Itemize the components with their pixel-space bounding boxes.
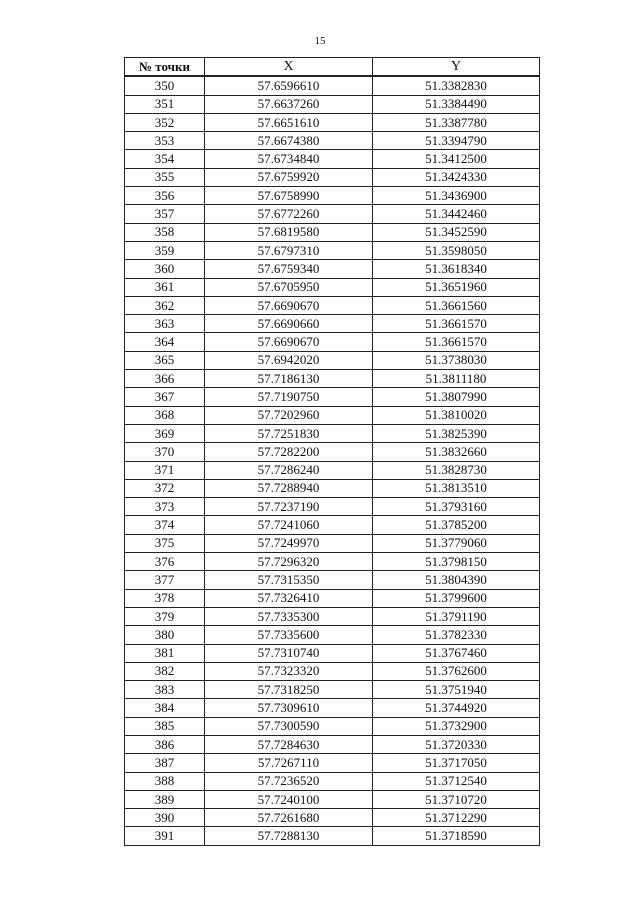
y-cell: 51.3791190	[373, 607, 540, 625]
table-row	[125, 296, 540, 314]
y-cell: 51.3798150	[373, 553, 540, 571]
table-row	[125, 772, 540, 790]
x-cell: 57.7249970	[205, 534, 373, 552]
x-cell: 57.7309610	[205, 699, 373, 717]
point-number-cell: 381	[125, 644, 205, 662]
table-row	[125, 644, 540, 662]
y-cell: 51.3825390	[373, 424, 540, 442]
x-cell: 57.6690660	[205, 315, 373, 333]
point-number-cell: 378	[125, 589, 205, 607]
x-cell: 57.7186130	[205, 370, 373, 388]
table-row	[125, 205, 540, 223]
point-number-cell: 362	[125, 296, 205, 314]
y-cell: 51.3738030	[373, 351, 540, 369]
point-number-cell: 373	[125, 498, 205, 516]
y-cell: 51.3832660	[373, 443, 540, 461]
table-row	[125, 534, 540, 552]
y-cell: 51.3799600	[373, 589, 540, 607]
table-row	[125, 479, 540, 497]
y-cell: 51.3710720	[373, 790, 540, 808]
point-number-cell: 359	[125, 241, 205, 259]
table-row	[125, 809, 540, 827]
point-number-cell: 383	[125, 681, 205, 699]
table-row	[125, 333, 540, 351]
header-x: X	[205, 58, 373, 77]
point-number-cell: 388	[125, 772, 205, 790]
y-cell: 51.3732900	[373, 717, 540, 735]
x-cell: 57.6674380	[205, 132, 373, 150]
y-cell: 51.3424330	[373, 168, 540, 186]
point-number-cell: 366	[125, 370, 205, 388]
point-number-cell: 387	[125, 754, 205, 772]
point-number-cell: 351	[125, 95, 205, 113]
point-number-cell: 353	[125, 132, 205, 150]
x-cell: 57.6651610	[205, 113, 373, 131]
x-cell: 57.7318250	[205, 681, 373, 699]
point-number-cell: 377	[125, 571, 205, 589]
header-y: Y	[373, 58, 540, 77]
y-cell: 51.3810020	[373, 406, 540, 424]
x-cell: 57.7282200	[205, 443, 373, 461]
point-number-cell: 384	[125, 699, 205, 717]
x-cell: 57.6705950	[205, 278, 373, 296]
x-cell: 57.6759340	[205, 260, 373, 278]
y-cell: 51.3618340	[373, 260, 540, 278]
table-row	[125, 699, 540, 717]
y-cell: 51.3785200	[373, 516, 540, 534]
y-cell: 51.3762600	[373, 662, 540, 680]
table-row	[125, 278, 540, 296]
table-row	[125, 681, 540, 699]
x-cell: 57.7286240	[205, 461, 373, 479]
table-row	[125, 498, 540, 516]
table-row	[125, 406, 540, 424]
table-row	[125, 132, 540, 150]
x-cell: 57.7261680	[205, 809, 373, 827]
table-row	[125, 388, 540, 406]
y-cell: 51.3718590	[373, 827, 540, 845]
point-number-cell: 350	[125, 76, 205, 95]
table-row	[125, 735, 540, 753]
table-row	[125, 443, 540, 461]
table-row	[125, 76, 540, 95]
table-row	[125, 168, 540, 186]
y-cell: 51.3661570	[373, 315, 540, 333]
table-row	[125, 461, 540, 479]
point-number-cell: 379	[125, 607, 205, 625]
point-number-cell: 369	[125, 424, 205, 442]
table-header-row	[125, 58, 540, 77]
x-cell: 57.6734840	[205, 150, 373, 168]
table-row	[125, 424, 540, 442]
x-cell: 57.7296320	[205, 553, 373, 571]
x-cell: 57.7251830	[205, 424, 373, 442]
y-cell: 51.3384490	[373, 95, 540, 113]
x-cell: 57.7300590	[205, 717, 373, 735]
point-number-cell: 390	[125, 809, 205, 827]
y-cell: 51.3804390	[373, 571, 540, 589]
y-cell: 51.3793160	[373, 498, 540, 516]
x-cell: 57.7237190	[205, 498, 373, 516]
point-number-cell: 368	[125, 406, 205, 424]
x-cell: 57.7335600	[205, 626, 373, 644]
y-cell: 51.3442460	[373, 205, 540, 223]
table-row	[125, 113, 540, 131]
x-cell: 57.6637260	[205, 95, 373, 113]
x-cell: 57.6772260	[205, 205, 373, 223]
point-number-cell: 360	[125, 260, 205, 278]
table-row	[125, 351, 540, 369]
y-cell: 51.3394790	[373, 132, 540, 150]
table-row	[125, 754, 540, 772]
point-number-cell: 364	[125, 333, 205, 351]
x-cell: 57.7202960	[205, 406, 373, 424]
point-number-cell: 376	[125, 553, 205, 571]
point-number-cell: 363	[125, 315, 205, 333]
x-cell: 57.7288130	[205, 827, 373, 845]
header-point-number: № точки	[125, 58, 205, 77]
y-cell: 51.3712290	[373, 809, 540, 827]
x-cell: 57.6596610	[205, 76, 373, 95]
table-row	[125, 571, 540, 589]
table-row	[125, 315, 540, 333]
x-cell: 57.6758990	[205, 187, 373, 205]
x-cell: 57.7240100	[205, 790, 373, 808]
x-cell: 57.7284630	[205, 735, 373, 753]
point-number-cell: 391	[125, 827, 205, 845]
y-cell: 51.3412500	[373, 150, 540, 168]
table-row	[125, 260, 540, 278]
table-row	[125, 223, 540, 241]
point-number-cell: 372	[125, 479, 205, 497]
x-cell: 57.6942020	[205, 351, 373, 369]
point-number-cell: 380	[125, 626, 205, 644]
point-number-cell: 382	[125, 662, 205, 680]
table-body	[125, 76, 540, 845]
table-row	[125, 662, 540, 680]
x-cell: 57.6819580	[205, 223, 373, 241]
table-row	[125, 827, 540, 845]
y-cell: 51.3782330	[373, 626, 540, 644]
table-row	[125, 717, 540, 735]
table-row	[125, 187, 540, 205]
x-cell: 57.6690670	[205, 296, 373, 314]
x-cell: 57.7335300	[205, 607, 373, 625]
x-cell: 57.6759920	[205, 168, 373, 186]
x-cell: 57.6797310	[205, 241, 373, 259]
point-number-cell: 355	[125, 168, 205, 186]
table-row	[125, 553, 540, 571]
y-cell: 51.3751940	[373, 681, 540, 699]
x-cell: 57.7326410	[205, 589, 373, 607]
y-cell: 51.3382830	[373, 76, 540, 95]
table-row	[125, 790, 540, 808]
table-row	[125, 589, 540, 607]
table-row	[125, 150, 540, 168]
y-cell: 51.3744920	[373, 699, 540, 717]
y-cell: 51.3436900	[373, 187, 540, 205]
point-number-cell: 357	[125, 205, 205, 223]
x-cell: 57.7190750	[205, 388, 373, 406]
y-cell: 51.3387780	[373, 113, 540, 131]
y-cell: 51.3717050	[373, 754, 540, 772]
point-number-cell: 352	[125, 113, 205, 131]
point-number-cell: 385	[125, 717, 205, 735]
coordinates-table	[124, 57, 540, 846]
y-cell: 51.3828730	[373, 461, 540, 479]
y-cell: 51.3807990	[373, 388, 540, 406]
point-number-cell: 361	[125, 278, 205, 296]
point-number-cell: 358	[125, 223, 205, 241]
y-cell: 51.3598050	[373, 241, 540, 259]
point-number-cell: 356	[125, 187, 205, 205]
point-number-cell: 354	[125, 150, 205, 168]
x-cell: 57.6690670	[205, 333, 373, 351]
point-number-cell: 389	[125, 790, 205, 808]
x-cell: 57.7315350	[205, 571, 373, 589]
y-cell: 51.3651960	[373, 278, 540, 296]
table-row	[125, 370, 540, 388]
y-cell: 51.3767460	[373, 644, 540, 662]
x-cell: 57.7241060	[205, 516, 373, 534]
y-cell: 51.3661560	[373, 296, 540, 314]
table-row	[125, 626, 540, 644]
page-number: 15	[314, 35, 326, 47]
x-cell: 57.7288940	[205, 479, 373, 497]
y-cell: 51.3779060	[373, 534, 540, 552]
point-number-cell: 365	[125, 351, 205, 369]
y-cell: 51.3720330	[373, 735, 540, 753]
y-cell: 51.3811180	[373, 370, 540, 388]
x-cell: 57.7310740	[205, 644, 373, 662]
x-cell: 57.7236520	[205, 772, 373, 790]
table-row	[125, 607, 540, 625]
y-cell: 51.3712540	[373, 772, 540, 790]
point-number-cell: 371	[125, 461, 205, 479]
x-cell: 57.7323320	[205, 662, 373, 680]
point-number-cell: 367	[125, 388, 205, 406]
point-number-cell: 386	[125, 735, 205, 753]
y-cell: 51.3452590	[373, 223, 540, 241]
point-number-cell: 374	[125, 516, 205, 534]
point-number-cell: 375	[125, 534, 205, 552]
y-cell: 51.3661570	[373, 333, 540, 351]
table-row	[125, 241, 540, 259]
table-row	[125, 516, 540, 534]
table-row	[125, 95, 540, 113]
y-cell: 51.3813510	[373, 479, 540, 497]
x-cell: 57.7267110	[205, 754, 373, 772]
point-number-cell: 370	[125, 443, 205, 461]
